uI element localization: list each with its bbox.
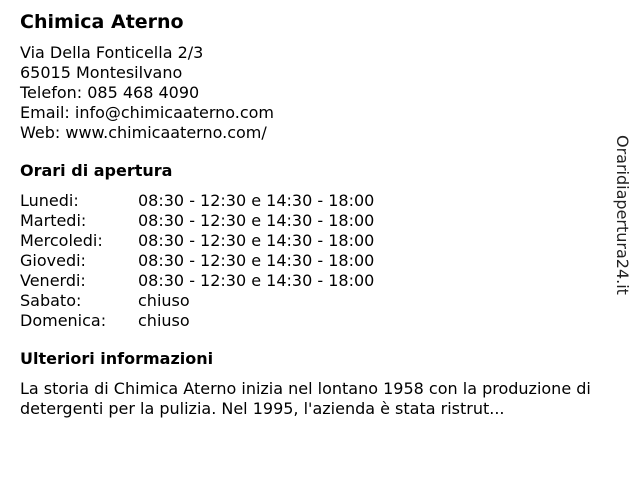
contact-block bbox=[20, 43, 610, 143]
hours-row-friday bbox=[20, 271, 610, 291]
day-hours: 08:30 - 12:30 e 14:30 - 18:00 bbox=[138, 271, 375, 290]
day-label: Sabato: bbox=[20, 291, 82, 310]
hours-row-sunday bbox=[20, 311, 610, 331]
hours-row-wednesday bbox=[20, 231, 610, 251]
day-hours: 08:30 - 12:30 e 14:30 - 18:00 bbox=[138, 211, 375, 230]
hours-row-tuesday bbox=[20, 211, 610, 231]
day-hours: chiuso bbox=[138, 291, 190, 310]
day-label: Martedi: bbox=[20, 211, 87, 230]
brand-watermark: Oraridiapertura24.it bbox=[613, 135, 632, 295]
email-line[interactable]: Email: info@chimicaaterno.com bbox=[20, 103, 275, 122]
hours-row-monday bbox=[20, 191, 610, 211]
business-card bbox=[20, 10, 610, 419]
day-hours: 08:30 - 12:30 e 14:30 - 18:00 bbox=[138, 191, 375, 210]
opening-hours-table bbox=[20, 191, 610, 331]
day-hours: 08:30 - 12:30 e 14:30 - 18:00 bbox=[138, 251, 375, 270]
phone-line[interactable]: Telefon: 085 468 4090 bbox=[20, 83, 200, 102]
day-label: Venerdi: bbox=[20, 271, 86, 290]
business-name: Chimica Aterno bbox=[20, 11, 184, 33]
day-hours: 08:30 - 12:30 e 14:30 - 18:00 bbox=[138, 231, 375, 250]
day-label: Domenica: bbox=[20, 311, 107, 330]
day-label: Mercoledi: bbox=[20, 231, 103, 250]
more-info-text: La storia di Chimica Aterno inizia nel lontano 1958 con la produzione di detergenti per la pulizia. Nel 1995, l'azienda è stata ristrut... bbox=[20, 379, 591, 418]
opening-hours-title: Orari di apertura bbox=[20, 161, 173, 180]
hours-row-thursday bbox=[20, 251, 610, 271]
day-hours: chiuso bbox=[138, 311, 190, 330]
address-street: Via Della Fonticella 2/3 bbox=[20, 43, 204, 62]
web-line[interactable]: Web: www.chimicaaterno.com/ bbox=[20, 123, 267, 142]
hours-row-saturday bbox=[20, 291, 610, 311]
address-city: 65015 Montesilvano bbox=[20, 63, 183, 82]
day-label: Lunedi: bbox=[20, 191, 79, 210]
day-label: Giovedi: bbox=[20, 251, 86, 270]
more-info-title: Ulteriori informazioni bbox=[20, 349, 214, 368]
